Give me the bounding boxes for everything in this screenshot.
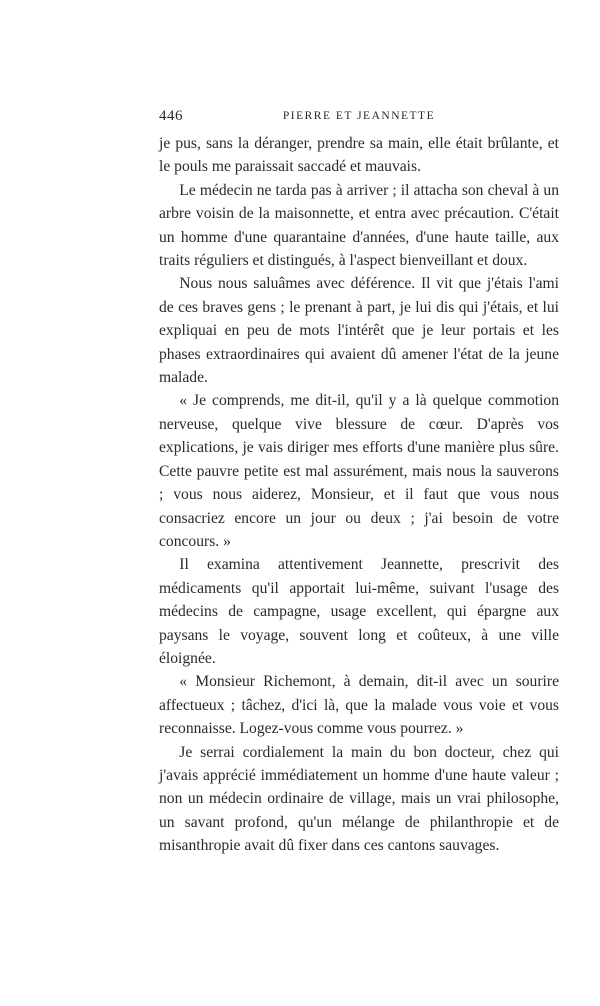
paragraph-quote: « Monsieur Richemont, à demain, dit-il avec un sourire affectueux ; tâchez, d'ici là, que la malade vous voie et vous reconnaisse. Logez-vous comme vous pourrez. »	[159, 673, 559, 738]
book-page	[159, 108, 559, 858]
paragraph-continued: je pus, sans la déranger, prendre sa main, elle était brûlante, et le pouls me paraissait saccadé et mauvais.	[159, 135, 559, 176]
paragraph-quote: « Je comprends, me dit-il, qu'il y a là quelque commotion nerveuse, quelque vive blessure de cœur. D'après vos explications, je vais diriger mes efforts d'une manière plus sûre. Cette pauvre petite est mal assurément, mais nous la sauverons ; vous nous aiderez, Monsieur, et il faut que vous nous consacriez encore un jour ou deux ; j'ai besoin de votre concours. »	[159, 392, 559, 550]
running-head	[159, 108, 559, 130]
running-title: PIERRE ET JEANNETTE	[282, 110, 436, 122]
paragraph: Je serrai cordialement la main du bon docteur, chez qui j'avais apprécié immédiatement un homme d'une haute valeur ; non un médecin ordinaire de village, mais un vrai philosophe, un savant profond, qu'un mélange de philanthropie et de misanthropie avait dû fixer dans ces cantons sauvages.	[159, 743, 559, 855]
paragraph: Le médecin ne tarda pas à arriver ; il attacha son cheval à un arbre voisin de la maisonnette, et entra avec précaution. C'était un homme d'une quarantaine d'années, d'une haute taille, aux traits réguliers et distingués, à l'aspect bienveillant et doux.	[159, 181, 559, 270]
paragraph: Nous nous saluâmes avec déférence. Il vit que j'étais l'ami de ces braves gens ; le prenant à part, je lui dis qui j'étais, et lui expliquai en peu de mots l'intérêt que je leur portais et les phases extraordinaires qui avaient dû amener l'état de la jeune malade.	[159, 275, 559, 387]
body-text	[159, 132, 559, 858]
page-number: 446	[159, 108, 183, 124]
paragraph: Il examina attentivement Jeannette, prescrivit des médicaments qu'il apportait lui-même, suivant l'usage des médecins de campagne, usage excellent, qui épargne aux paysans le voyage, souvent long et coûteux, à une ville éloignée.	[159, 556, 559, 667]
